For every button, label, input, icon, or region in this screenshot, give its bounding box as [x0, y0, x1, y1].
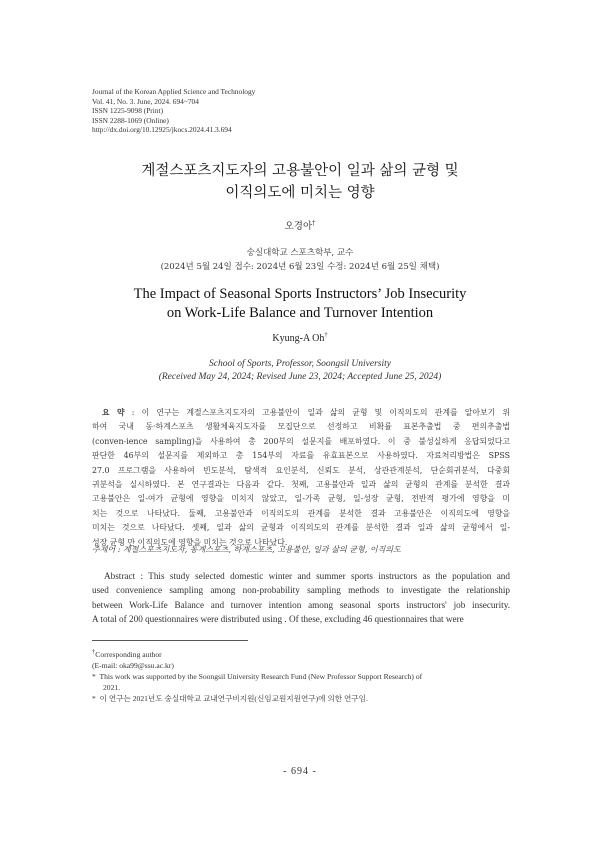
korean-abstract-line: (conven-ience sampling)을 사용하여 총 200부의 설문지를 배포하였다. 이 중 불성실하게 응답되었다고: [92, 436, 510, 446]
korean-title-line-1: 계절스포츠지도자의 고용불안이 일과 삶의 균형 및: [141, 163, 459, 179]
doi-link[interactable]: http://dx.doi.org/10.12925/jkocs.2024.41.3.694: [92, 125, 232, 135]
journal-info: [92, 87, 392, 135]
korean-dates: (2024년 5월 24일 접수: 2024년 6월 23일 수정: 2024년 6월 25일 채택): [160, 262, 440, 272]
english-abstract-line: Abstract : This study selected domestic winter and summer sports instructors as the population and: [92, 569, 510, 583]
korean-abstract-line: 미치는 것으로 나타났다. 셋째, 일과 삶의 균형과 이직의도의 관계를 분석한 결과 일과 삶의 균형에서 일-: [92, 523, 510, 533]
english-title-line-1: The Impact of Seasonal Sports Instructors’ Job Insecurity: [133, 286, 467, 302]
funding-note-ko: * 이 연구는 2021년도 숭실대학교 교내연구비지원(신임교원지원연구)에 의한 연구임.: [92, 694, 368, 703]
korean-abstract-line: 고용불안은 일-여가 균형에 영향을 미치지 않았고, 일-가족 균형, 일-성장 균형, 전반적 평가에 영향을 미: [92, 494, 510, 504]
footnotes: [92, 649, 510, 704]
korean-affiliation-line-1: 숭실대학교 스포츠학부, 교수: [246, 248, 354, 258]
english-abstract-line: used convenience sampling among non-probability sampling methods to investigate the relationship: [92, 585, 510, 596]
footnote-divider: [92, 640, 248, 641]
english-affiliation-line-1: School of Sports, Professor, Soongsil University: [209, 359, 391, 369]
english-author: [0, 333, 600, 344]
journal-name: Journal of the Korean Applied Science and Technology: [92, 87, 256, 96]
footnote-bullet: *: [92, 694, 96, 703]
english-author-name: Kyung-A Oh: [272, 333, 325, 344]
journal-volume: Vol. 41, No. 3. June, 2024. 694~704: [92, 96, 199, 106]
korean-author: [0, 218, 600, 232]
korean-title: [60, 160, 540, 204]
korean-abstract-line: 27.0 프로그램을 사용하여 빈도분석, 탐색적 요인분석, 신뢰도 분석, 상관관계분석, 단순회귀분석, 다중회: [92, 465, 510, 475]
korean-title-line-2: 이직의도에 미치는 영향: [225, 185, 375, 201]
corresponding-mark: †: [312, 218, 316, 227]
korean-author-name: 오경아: [284, 221, 313, 232]
corresponding-mark: †: [92, 648, 96, 656]
korean-abstract-line: 성장 균형 만 이직의도에 영향을 미치는 것으로 나타났다.: [92, 537, 288, 547]
english-abstract-label: Abstract: [104, 571, 136, 581]
english-dates: (Received May 24, 2024; Revised June 23, 2024; Accepted June 25, 2024): [158, 371, 442, 382]
email-note: (E-mail: oka99@ssu.ac.kr): [92, 661, 174, 670]
issn-print: ISSN 1225-9098 (Print): [92, 106, 164, 116]
page-number: - 694 -: [283, 766, 317, 777]
english-title-line-2: on Work-Life Balance and Turnover Intention: [166, 305, 434, 321]
english-abstract: [92, 569, 510, 627]
korean-abstract-line: 하여 국내 동·하계스포츠 생활체육지도자를 모집단으로 선정하고 비확률 표본추출법 중 편의추출법: [92, 422, 510, 432]
english-title: [60, 285, 540, 323]
korean-abstract-line: 치는 것으로 나타났다. 둘째, 고용불안과 이직의도의 관계를 분석한 결과 고용불안은 이직의도에 영향을: [92, 508, 510, 518]
korean-abstract: [92, 406, 510, 550]
funding-note-en-cont: 2021.: [103, 683, 121, 692]
korean-abstract-line: 귀분석을 실시하였다. 본 연구결과는 다음과 같다. 첫째, 고용불안과 일과 삶의 균형의 관계를 분석한 결과: [92, 480, 510, 490]
english-abstract-line: A total of 200 questionnaires were distributed using . Of these, excluding 46 questionnaires that were: [92, 614, 464, 625]
korean-keywords: 주제어 : 계절스포츠지도자, 동계스포츠, 하계스포츠, 고용불안, 일과 삶의 균형, 이직의도: [92, 545, 401, 554]
korean-abstract-line: 판단한 46부의 설문지를 제외하고 총 154부의 자료를 유효표본으로 사용하였다. 자료처리방법은 SPSS: [92, 451, 510, 461]
english-abstract-line: between Work-Life Balance and turnover intention among seasonal sports instructors' job insecurity.: [92, 599, 510, 610]
footnote-bullet: *: [92, 672, 96, 681]
korean-abstract-label: 요 약: [102, 408, 125, 417]
corresponding-author-note: †Corresponding author: [92, 648, 162, 659]
funding-note-en: * This work was supported by the Soongsil University Research Fund (New Professor Support Research) of: [92, 672, 423, 681]
english-affiliation: [0, 358, 600, 383]
korean-abstract-line: 요 약 : 이 연구는 계절스포츠지도자의 고용불안이 일과 삶의 균형 및 이직의도의 관계를 알아보기 위: [92, 406, 510, 420]
korean-affiliation: [0, 246, 600, 274]
issn-online: ISSN 2288-1069 (Online): [92, 115, 169, 125]
corresponding-mark: †: [324, 331, 328, 339]
